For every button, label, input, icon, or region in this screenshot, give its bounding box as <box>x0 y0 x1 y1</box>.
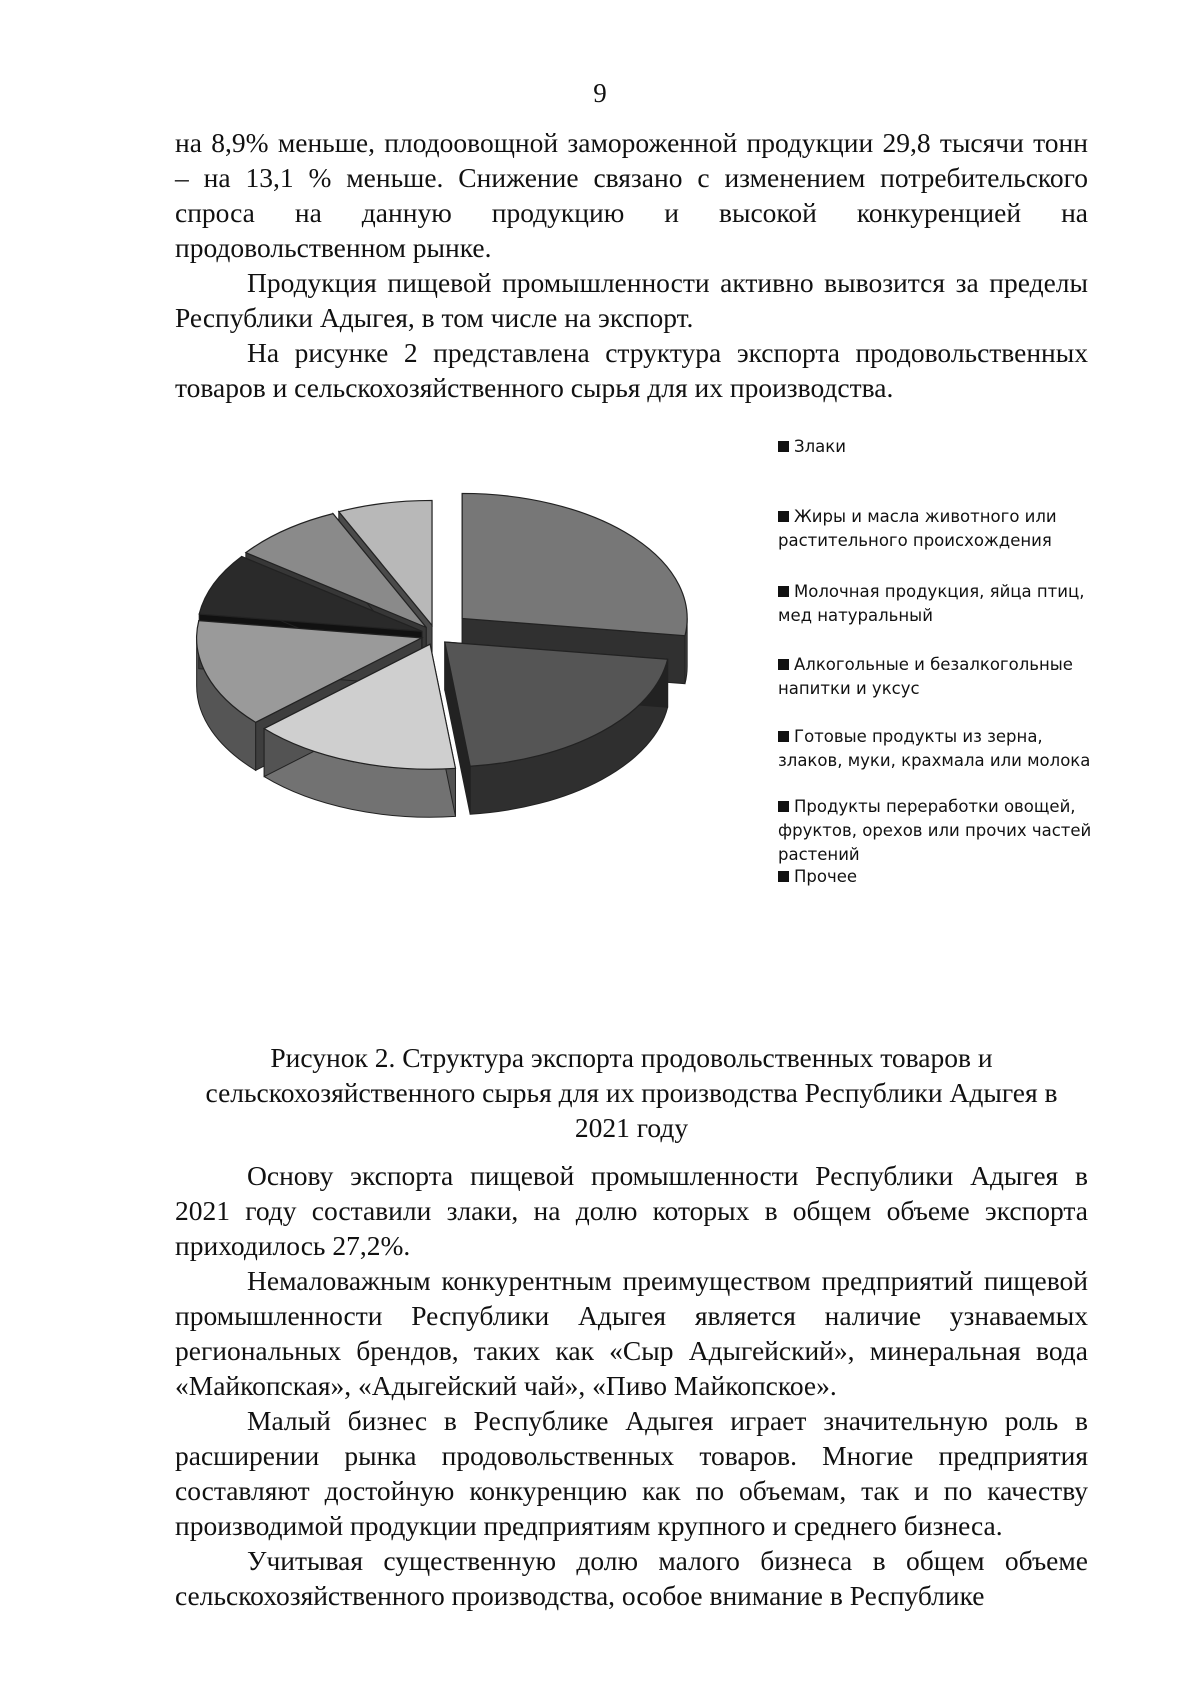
page-number: 9 <box>593 78 607 108</box>
legend-item <box>778 795 1098 867</box>
legend-swatch <box>778 871 789 882</box>
pie-slice-top <box>462 493 687 635</box>
paragraph: Основу экспорта пищевой промышленности Республики Адыгея в 2021 году составили злаки, на долю которых в общем объеме экспорта приходилось 27,2%. <box>175 1160 1088 1261</box>
legend-swatch <box>778 586 789 597</box>
pie-slice <box>445 642 668 814</box>
legend-item <box>778 435 1098 459</box>
pie-chart-graphic <box>170 420 770 980</box>
legend-label: Злаки <box>794 437 846 456</box>
legend-swatch <box>778 801 789 812</box>
legend-label: Молочная продукция, яйца птиц, мед натуральный <box>778 582 1085 625</box>
figure-caption: Рисунок 2. Структура экспорта продовольственных товаров и сельскохозяйственного сырья для их производства Республики Адыгея в 2021 году <box>205 1042 1058 1143</box>
paragraph: Малый бизнес в Республике Адыгея играет значительную роль в расширении рынка продовольственных товаров. Многие предприятия составляют достойную конкуренцию как по объемам, так и по качеству производимой продукции предприятиям крупного и среднего бизнеса. <box>175 1405 1088 1541</box>
legend-swatch <box>778 659 789 670</box>
legend-label: Продукты переработки овощей, фруктов, орехов или прочих частей растений <box>778 797 1092 864</box>
legend-item <box>778 725 1098 773</box>
legend-swatch <box>778 511 789 522</box>
pie-chart <box>170 420 1100 980</box>
paragraph: Продукция пищевой промышленности активно вывозится за пределы Республики Адыгея, в том числе на экспорт. <box>175 267 1088 333</box>
legend-label: Жиры и масла животного или растительного происхождения <box>778 507 1057 550</box>
paragraph: Учитывая существенную долю малого бизнеса в общем объеме сельскохозяйственного производства, особое внимание в Республике <box>175 1545 1088 1611</box>
body-text-bottom <box>175 1158 1088 1613</box>
legend-label: Алкогольные и безалкогольные напитки и уксус <box>778 655 1073 698</box>
paragraph: на 8,9% меньше, плодоовощной замороженной продукции 29,8 тысячи тонн – на 13,1 % меньше. Снижение связано с изменением потребительского спроса на данную продукцию и высокой конкуренцией на продовольственном рынке. <box>175 127 1088 263</box>
legend-swatch <box>778 441 789 452</box>
legend-label: Готовые продукты из зерна, злаков, муки, крахмала или молока <box>778 727 1091 770</box>
paragraph: На рисунке 2 представлена структура экспорта продовольственных товаров и сельскохозяйственного сырья для их производства. <box>175 337 1088 403</box>
legend-item <box>778 865 1098 889</box>
body-text-top <box>175 125 1088 405</box>
paragraph: Немаловажным конкурентным преимуществом предприятий пищевой промышленности Республики Адыгея является наличие узнаваемых региональных брендов, таких как «Сыр Адыгейский», минеральная вода «Майкопская», «Адыгейский чай», «Пиво Майкопское». <box>175 1265 1088 1401</box>
legend-swatch <box>778 731 789 742</box>
legend-item <box>778 580 1098 628</box>
legend-label: Прочее <box>794 867 858 886</box>
legend-item <box>778 653 1098 701</box>
legend-item <box>778 505 1098 553</box>
